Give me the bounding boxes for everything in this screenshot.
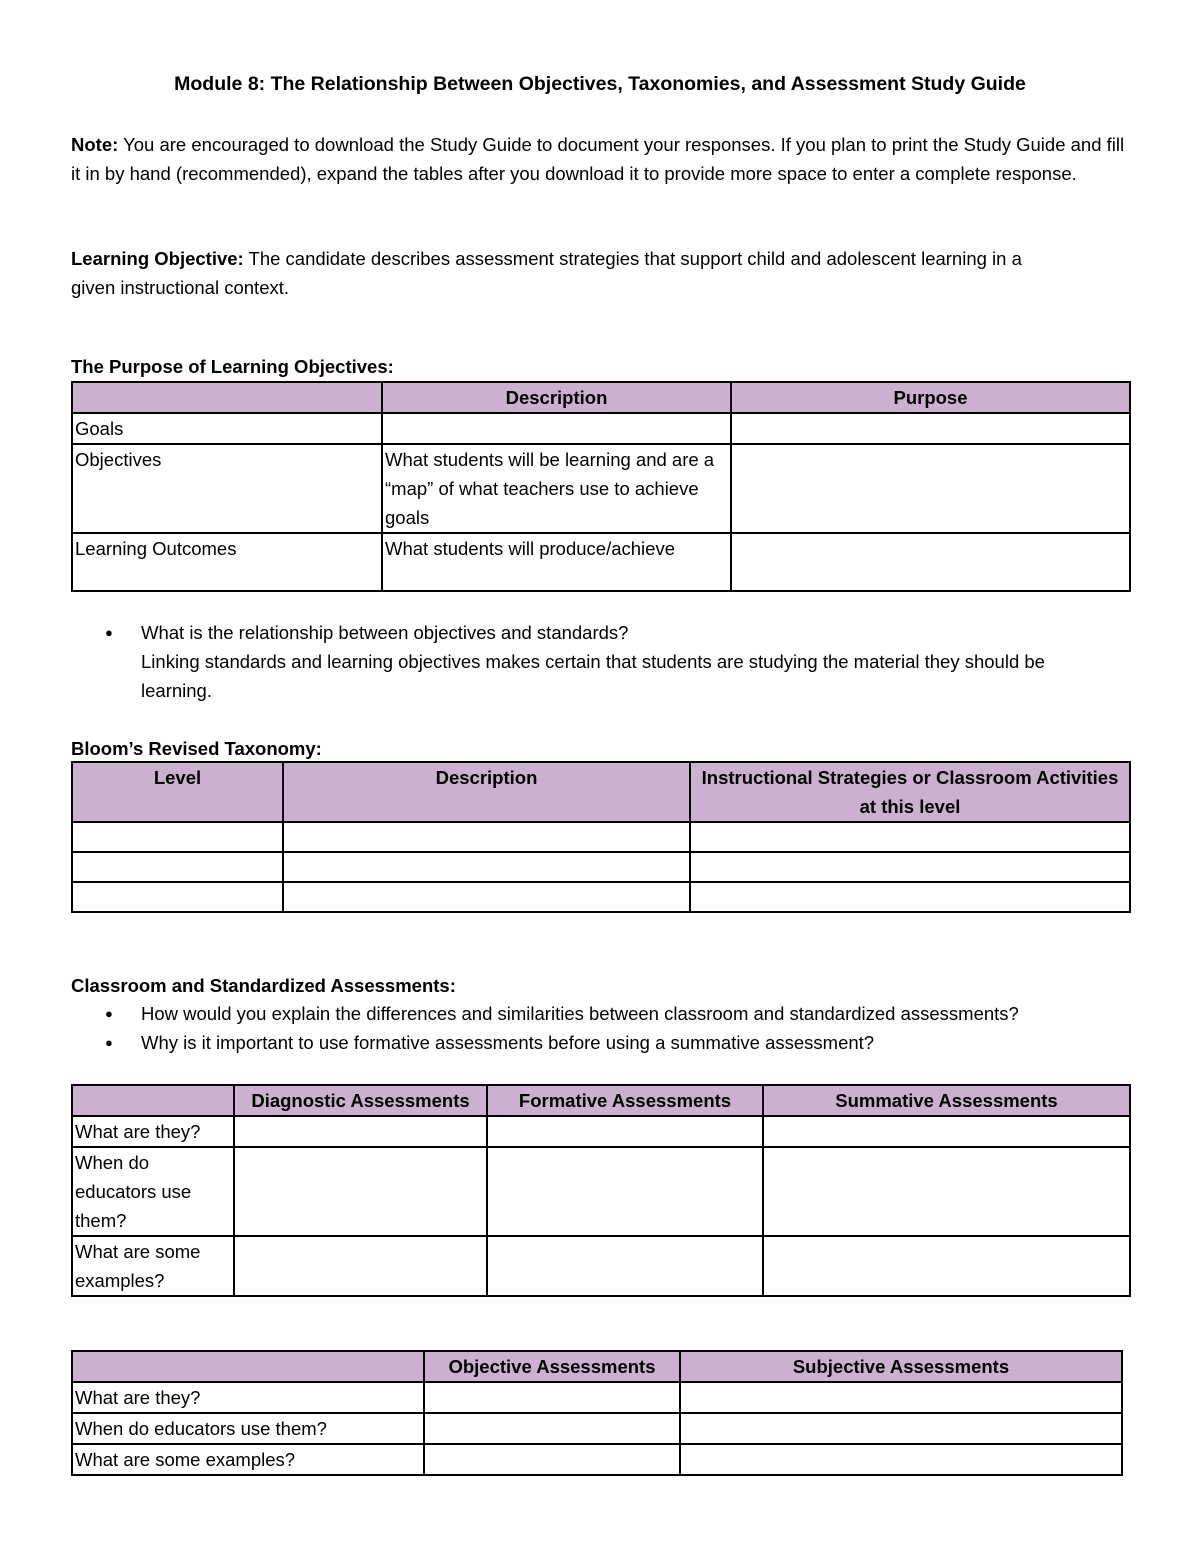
objective-label: Learning Objective: bbox=[71, 248, 244, 269]
response-cell[interactable] bbox=[72, 882, 283, 912]
header-cell: Summative Assessments bbox=[763, 1085, 1130, 1116]
response-cell[interactable] bbox=[487, 1147, 763, 1236]
response-cell[interactable] bbox=[382, 413, 731, 444]
response-cell[interactable] bbox=[234, 1116, 487, 1147]
header-cell: Diagnostic Assessments bbox=[234, 1085, 487, 1116]
header-cell: Description bbox=[283, 762, 690, 822]
response-cell[interactable] bbox=[487, 1116, 763, 1147]
header-cell: Description bbox=[382, 382, 731, 413]
response-cell[interactable] bbox=[731, 533, 1130, 591]
response-cell[interactable] bbox=[763, 1147, 1130, 1236]
response-cell[interactable] bbox=[731, 444, 1130, 533]
note-text: You are encouraged to download the Study Guide to document your responses. If you plan to print the Study Guide and fill it in by hand (recommended), expand the tables after you download it to provide more space to enter a complete response. bbox=[71, 134, 1125, 184]
purpose-table bbox=[71, 381, 1131, 592]
response-cell[interactable] bbox=[763, 1116, 1130, 1147]
row-label: When do educators use them? bbox=[72, 1147, 234, 1236]
header-cell bbox=[72, 1085, 234, 1116]
response-cell[interactable] bbox=[690, 852, 1130, 882]
answer-text: Linking standards and learning objectives makes certain that students are studying the material they should be learning. bbox=[141, 651, 1045, 701]
section-heading: The Purpose of Learning Objectives: bbox=[71, 356, 394, 377]
bullet-item: ● Why is it important to use formative assessments before using a summative assessment? bbox=[71, 1028, 1071, 1057]
page-title: Module 8: The Relationship Between Objectives, Taxonomies, and Assessment Study Guide bbox=[174, 73, 1026, 95]
header-cell: Objective Assessments bbox=[424, 1351, 680, 1382]
response-cell[interactable] bbox=[234, 1236, 487, 1296]
note-label: Note: bbox=[71, 134, 119, 155]
response-cell[interactable] bbox=[690, 822, 1130, 852]
response-cell[interactable] bbox=[680, 1444, 1122, 1475]
question-text: What is the relationship between objectives and standards? bbox=[141, 622, 629, 643]
row-label: Objectives bbox=[72, 444, 382, 533]
response-cell[interactable] bbox=[424, 1413, 680, 1444]
bullet-item bbox=[71, 618, 1121, 705]
blooms-taxonomy-table bbox=[71, 761, 1131, 913]
row-label: What are some examples? bbox=[72, 1444, 424, 1475]
row-label: Learning Outcomes bbox=[72, 533, 382, 591]
response-cell[interactable] bbox=[72, 852, 283, 882]
response-cell[interactable] bbox=[487, 1236, 763, 1296]
row-label: Goals bbox=[72, 413, 382, 444]
header-cell bbox=[72, 382, 382, 413]
note-paragraph bbox=[71, 130, 1131, 188]
response-cell[interactable]: What students will produce/achieve bbox=[382, 533, 731, 591]
response-cell[interactable] bbox=[283, 882, 690, 912]
header-cell: Formative Assessments bbox=[487, 1085, 763, 1116]
row-label: What are some examples? bbox=[72, 1236, 234, 1296]
bullet-item: ● How would you explain the differences and similarities between classroom and standardized assessments? bbox=[71, 999, 1071, 1028]
bullet-list bbox=[71, 999, 1071, 1057]
bullet-list bbox=[71, 618, 1121, 705]
response-cell[interactable] bbox=[731, 413, 1130, 444]
header-cell: Subjective Assessments bbox=[680, 1351, 1122, 1382]
learning-objective bbox=[71, 244, 1071, 302]
response-cell[interactable]: What students will be learning and are a “map” of what teachers use to achieve goals bbox=[382, 444, 731, 533]
assessment-types-table bbox=[71, 1084, 1131, 1297]
response-cell[interactable] bbox=[424, 1382, 680, 1413]
row-label: What are they? bbox=[72, 1382, 424, 1413]
response-cell[interactable] bbox=[680, 1382, 1122, 1413]
header-cell: Level bbox=[72, 762, 283, 822]
row-label: What are they? bbox=[72, 1116, 234, 1147]
response-cell[interactable] bbox=[690, 882, 1130, 912]
response-cell[interactable] bbox=[283, 852, 690, 882]
objective-text: The candidate describes assessment strategies that support child and adolescent learning in a given instructional context. bbox=[71, 248, 1022, 298]
response-cell[interactable] bbox=[424, 1444, 680, 1475]
objective-subjective-table bbox=[71, 1350, 1123, 1476]
response-cell[interactable] bbox=[763, 1236, 1130, 1296]
response-cell[interactable] bbox=[680, 1413, 1122, 1444]
header-cell: Instructional Strategies or Classroom Activities at this level bbox=[690, 762, 1130, 822]
response-cell[interactable] bbox=[283, 822, 690, 852]
header-cell bbox=[72, 1351, 424, 1382]
response-cell[interactable] bbox=[72, 822, 283, 852]
response-cell[interactable] bbox=[234, 1147, 487, 1236]
row-label: When do educators use them? bbox=[72, 1413, 424, 1444]
section-heading: Bloom’s Revised Taxonomy: bbox=[71, 738, 322, 759]
section-heading: Classroom and Standardized Assessments: bbox=[71, 975, 456, 996]
header-cell: Purpose bbox=[731, 382, 1130, 413]
